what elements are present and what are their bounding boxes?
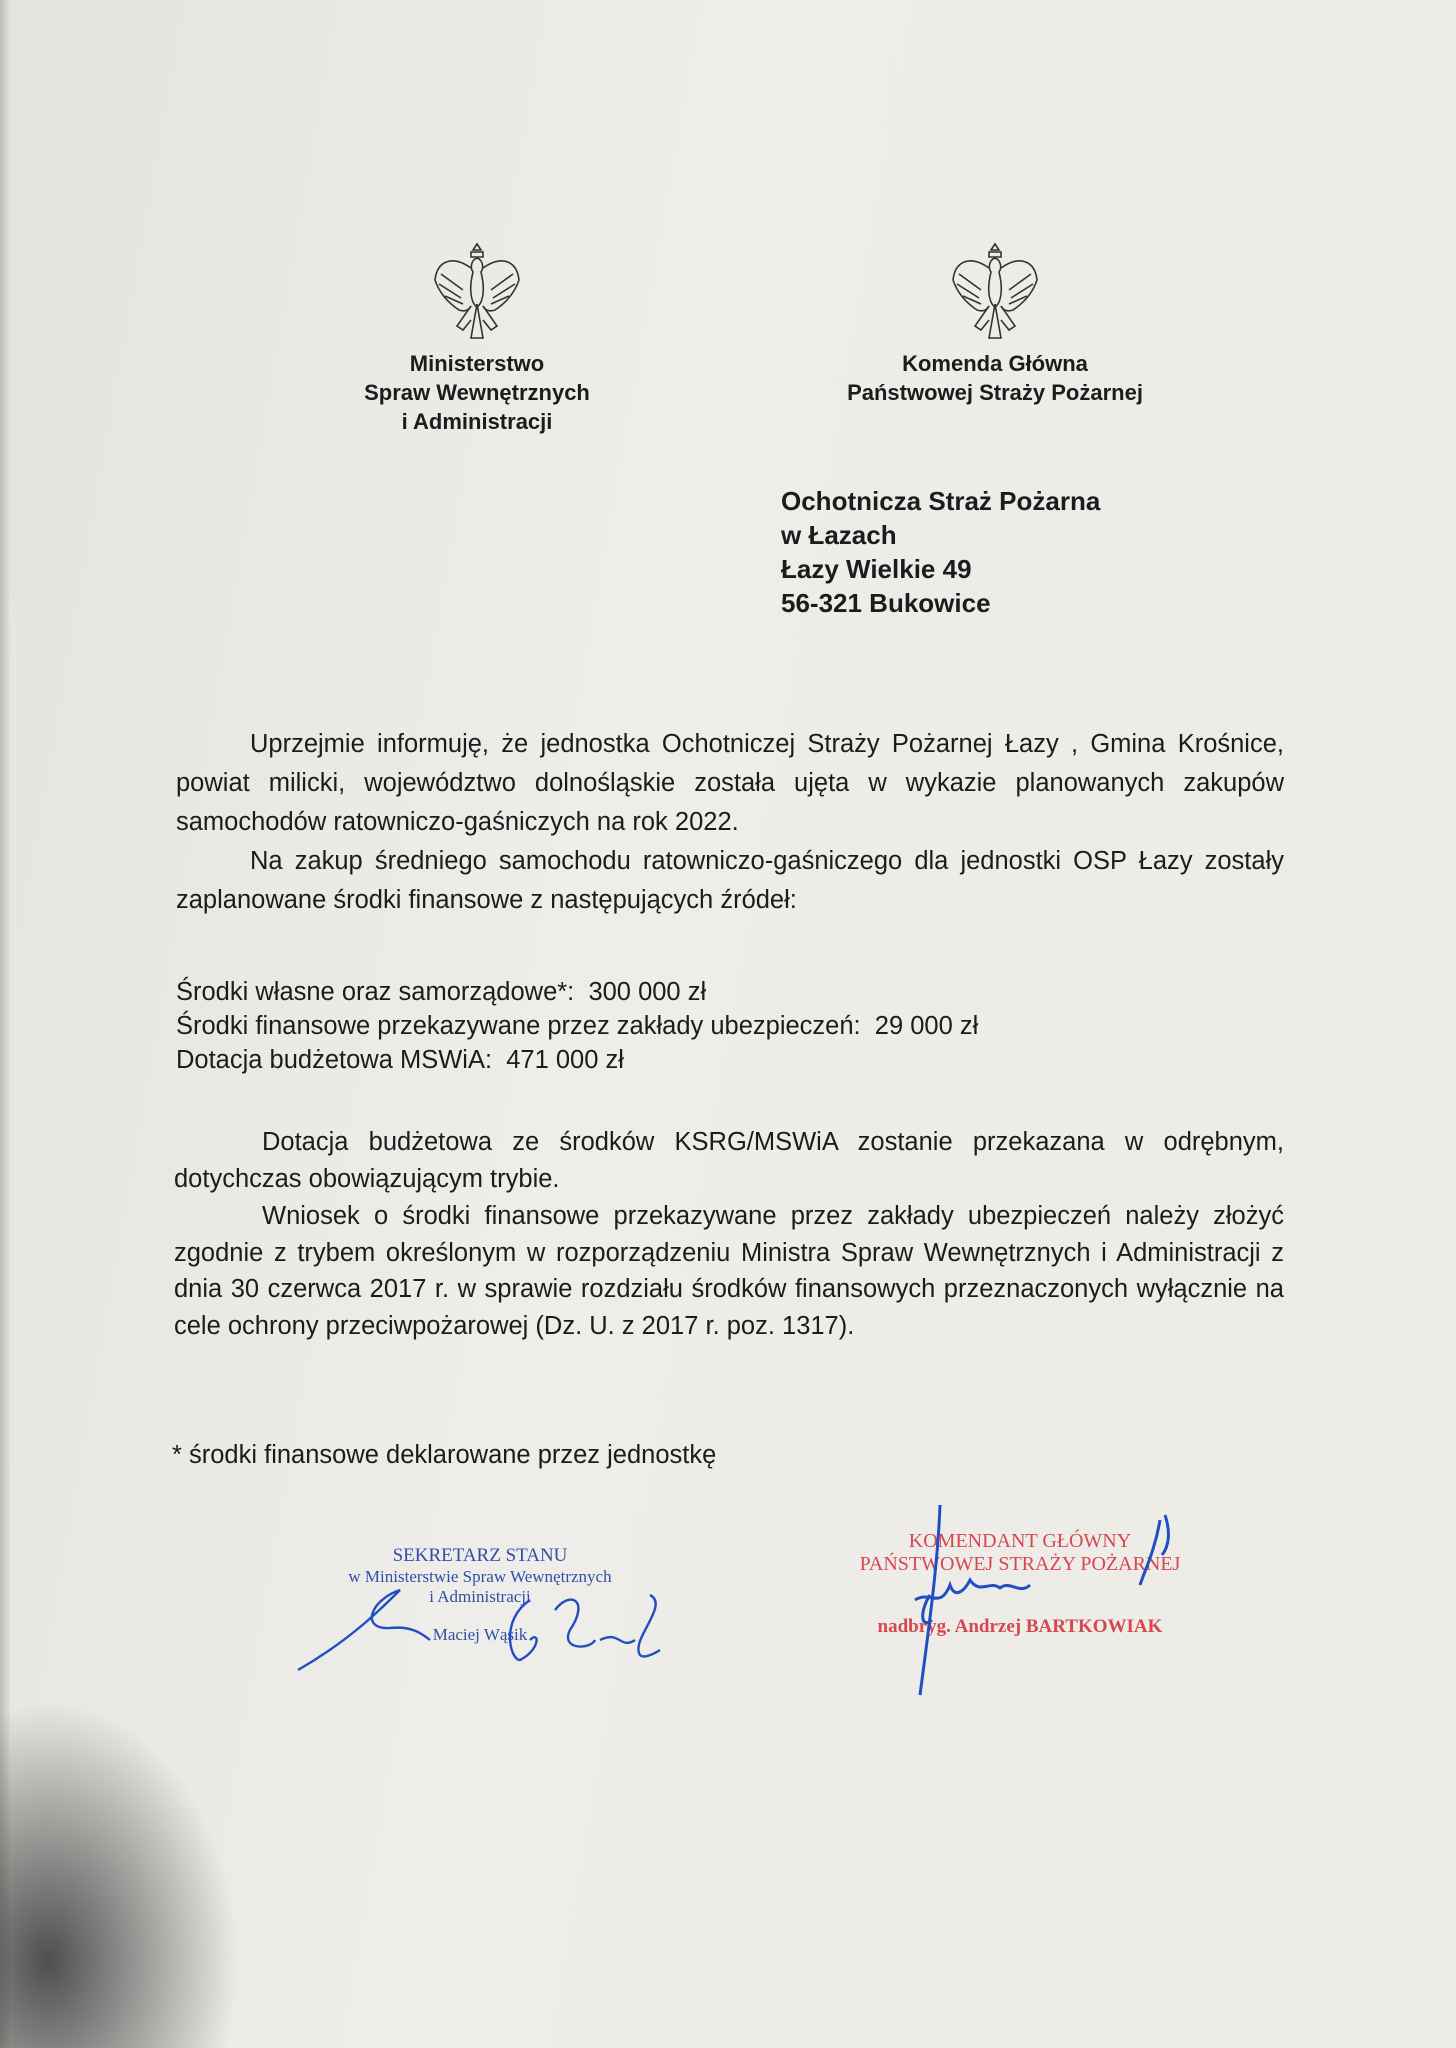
funding-label: Środki finansowe przekazywane przez zakłady ubezpieczeń: <box>176 1012 861 1040</box>
finger-shadow <box>0 1700 240 2048</box>
funding-item <box>176 1009 1276 1043</box>
paragraph-2: Na zakup średniego samochodu ratowniczo-gaśniczego dla jednostki OSP Łazy zostały zaplanowane środki finansowe z następujących źródeł: <box>176 847 1284 914</box>
funding-amount: 29 000 zł <box>874 1012 979 1040</box>
fire-service-header <box>785 349 1205 407</box>
funding-label: Środki własne oraz samorządowe*: <box>176 978 575 1006</box>
header-line: Spraw Wewnętrznych <box>364 380 590 405</box>
stamp-name: Maciej Wąsik <box>432 1625 528 1644</box>
address-line: 56-321 Bukowice <box>781 588 991 618</box>
paragraph-3: Dotacja budżetowa ze środków KSRG/MSWiA zostanie przekazana w odrębnym, dotychczas obowiązującym trybie. <box>174 1128 1284 1193</box>
header-line: Komenda Główna <box>902 351 1088 376</box>
funding-item <box>176 1043 1276 1077</box>
stamp-line: i Administracji <box>429 1587 531 1606</box>
stamp-line: PAŃSTWOWEJ STRAŻY POŻARNEJ <box>859 1553 1181 1575</box>
header-line: Państwowej Straży Pożarnej <box>847 380 1143 405</box>
funding-list <box>176 975 1276 1077</box>
signature-right <box>870 1500 1190 1700</box>
address-line: Łazy Wielkie 49 <box>781 554 972 584</box>
paragraph-1: Uprzejmie informuję, że jednostka Ochotniczej Straży Pożarnej Łazy , Gmina Krośnice, powiat milicki, województwo dolnośląskie została ujęta w wykazie planowanych zakupów samochodów ratowniczo-gaśniczych na rok 2022. <box>176 730 1284 836</box>
header-line: Ministerstwo <box>409 351 545 376</box>
address-line: w Łazach <box>781 520 897 550</box>
header-line: i Administracji <box>401 409 553 434</box>
stamp-line: w Ministerstwie Spraw Wewnętrznych <box>348 1567 612 1586</box>
stamp-title: KOMENDANT GŁÓWNY <box>908 1530 1132 1552</box>
funding-amount: 300 000 zł <box>588 978 707 1006</box>
footnote: * środki finansowe deklarowane przez jednostkę <box>172 1441 717 1469</box>
paragraph-4: Wniosek o środki finansowe przekazywane przez zakłady ubezpieczeń należy złożyć zgodnie z trybem określonym w rozporządzeniu Ministra Spraw Wewnętrznych i Administracji z dnia 30 czerwca 2017 r. w sprawie rozdziału środków finansowych przeznaczonych wyłącznie na cele ochrony przeciwpożarowej (Dz. U. z 2017 r. poz. 1317). <box>174 1202 1284 1340</box>
funding-item <box>176 975 1276 1009</box>
signature-left <box>290 1570 670 1680</box>
recipient-address <box>781 484 1281 620</box>
funding-label: Dotacja budżetowa MSWiA: <box>176 1046 493 1074</box>
address-line: Ochotnicza Straż Pożarna <box>781 486 1101 516</box>
funding-amount: 471 000 zł <box>506 1046 624 1074</box>
stamp-name: nadbryg. Andrzej BARTKOWIAK <box>877 1616 1163 1637</box>
stamp-title: SEKRETARZ STANU <box>392 1545 568 1566</box>
polish-eagle-emblem-left <box>431 240 523 344</box>
ministry-header <box>267 349 687 436</box>
polish-eagle-emblem-right <box>949 240 1041 344</box>
